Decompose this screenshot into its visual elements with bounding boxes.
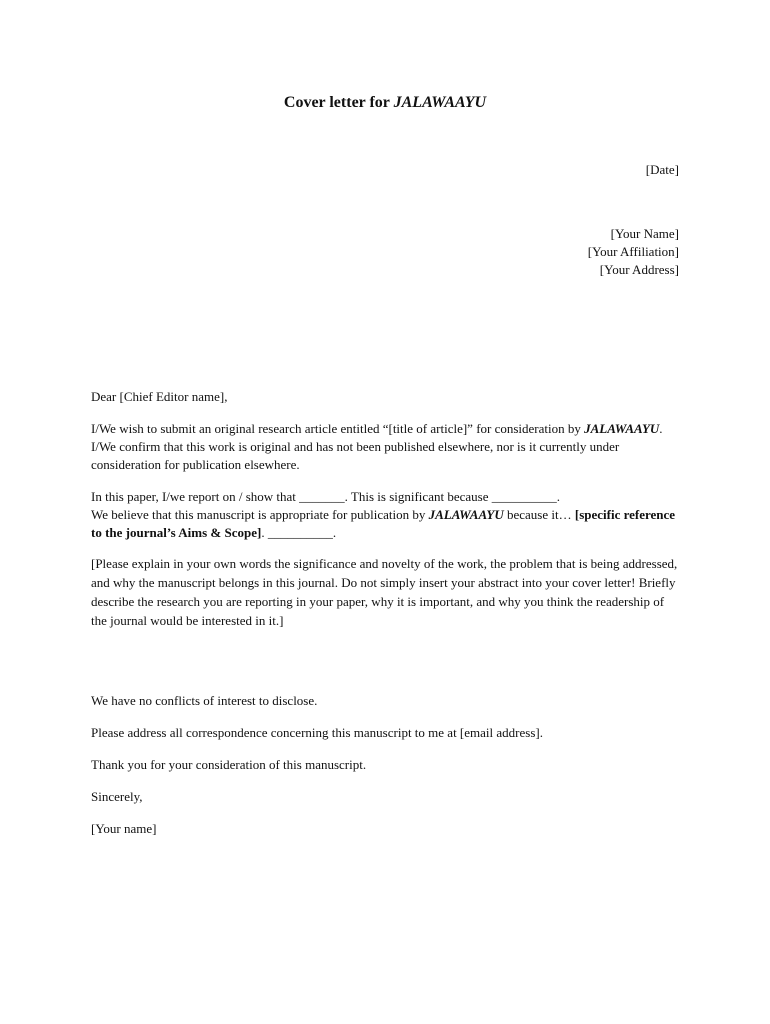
title-journal: JALAWAAYU: [393, 94, 487, 111]
sender-address: [Your Address]: [599, 262, 679, 277]
paragraph-originality: I/We confirm that this work is original and has not been published elsewhere, nor is it currently under consideration for publication elsewhere.: [91, 439, 620, 472]
appropriateness-mid: because it…: [503, 507, 575, 522]
aims-scope-reference: [specific reference to the journal’s Aims & Scope]: [91, 507, 676, 540]
paragraph-explanation: [Please explain in your own words the significance and novelty of the work, the problem that is being addressed, and why the manuscript belongs in this journal. Do not simply insert your abstract into your cover letter! Briefly describe the research you are reporting in your paper, why it is important, and why you think the readership of the journal would be interested in it.]: [91, 556, 678, 628]
submission-end: .: [659, 421, 663, 436]
paragraph-appropriateness: [91, 506, 681, 542]
paragraph-correspondence: Please address all correspondence concerning this manuscript to me at [email address].: [91, 725, 543, 740]
sender-name: [Your Name]: [610, 226, 679, 241]
paragraph-conflicts: We have no conflicts of interest to disclose.: [91, 693, 318, 708]
salutation: Dear [Chief Editor name],: [91, 389, 228, 404]
paragraph-report: In this paper, I/we report on / show that _______. This is significant because __________.: [91, 489, 560, 504]
appropriateness-journal: JALAWAAYU: [428, 507, 504, 522]
submission-text: I/We wish to submit an original research article entitled “[title of article]” for consideration by: [91, 421, 585, 436]
date-line: [Date]: [645, 162, 679, 177]
submission-journal: JALAWAAYU: [584, 421, 660, 436]
paragraph-submission: [91, 420, 681, 438]
appropriateness-end: . __________.: [261, 525, 337, 540]
paragraph-thanks: Thank you for your consideration of this manuscript.: [91, 757, 367, 772]
page-title: [0, 94, 770, 112]
sender-block: [588, 225, 679, 279]
appropriateness-text: We believe that this manuscript is appropriate for publication by: [91, 507, 429, 522]
signature: [Your name]: [91, 821, 157, 836]
closing: Sincerely,: [91, 789, 143, 804]
sender-affiliation: [Your Affiliation]: [587, 244, 679, 259]
letter-body: [91, 388, 681, 838]
title-prefix: Cover letter for: [283, 94, 394, 111]
